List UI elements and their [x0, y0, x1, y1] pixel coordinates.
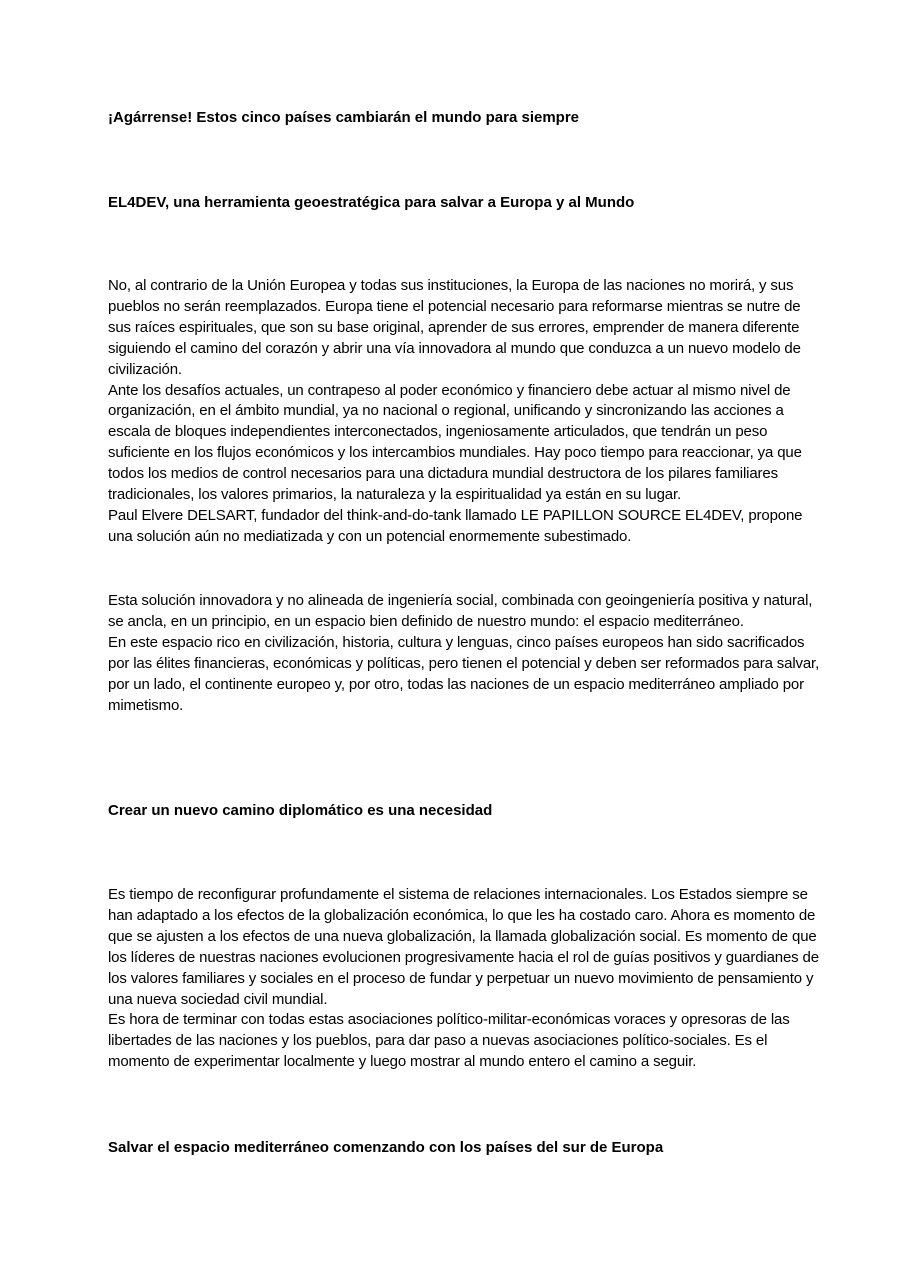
- document-title: ¡Agárrense! Estos cinco países cambiarán el mundo para siempre: [108, 109, 580, 126]
- paragraph: Es hora de terminar con todas estas asociaciones político-militar-económicas voraces y opresoras de las libertades de las naciones y los pueblos, para dar paso a nuevas asociaciones político-sociales. Es el momento de experimentar localmente y luego mostrar al mundo entero el camino a seguir.: [108, 1011, 790, 1071]
- document-subtitle: EL4DEV, una herramienta geoestratégica para salvar a Europa y al Mundo: [108, 194, 635, 211]
- paragraph: Esta solución innovadora y no alineada de ingeniería social, combinada con geoingeniería positiva y natural, se ancla, en un principio, en un espacio bien definido de nuestro mundo: el espacio mediterráneo.: [108, 592, 813, 630]
- paragraph: No, al contrario de la Unión Europea y todas sus instituciones, la Europa de las naciones no morirá, y sus pueblos no serán reemplazados. Europa tiene el potencial necesario para reformarse mientras se nutre de sus raíces espirituales, que son su base original, aprender de sus errores, emprender de manera diferente siguiendo el camino del corazón y abrir una vía innovadora al mundo que conduzca a un nuevo modelo de civilización.: [108, 277, 801, 378]
- diplomacy-section: [108, 885, 820, 1073]
- paragraph: Ante los desafíos actuales, un contrapeso al poder económico y financiero debe actuar al mismo nivel de organización, en el ámbito mundial, ya no nacional o regional, unificando y sincronizando las acciones a escala de bloques independientes interconectados, ingeniosamente articulados, que tendrán un peso suficiente en los flujos económicos y los intercambios mundiales. Hay poco tiempo para reaccionar, ya que todos los medios de control necesarios para una dictadura mundial destructora de los pilares familiares tradicionales, los valores primarios, la naturaleza y la espiritualidad ya están en su lugar.: [108, 381, 802, 504]
- section-heading: Salvar el espacio mediterráneo comenzando con los países del sur de Europa: [108, 1139, 664, 1156]
- paragraph: Paul Elvere DELSART, fundador del think-and-do-tank llamado LE PAPILLON SOURCE EL4DEV, propone una solución aún no mediatizada y con un potencial enormemente subestimado.: [108, 506, 803, 545]
- intro-section: [108, 276, 820, 548]
- paragraph: Es tiempo de reconfigurar profundamente el sistema de relaciones internacionales. Los Estados siempre se han adaptado a los efectos de la globalización económica, lo que les ha costado caro. Ahora es momento de que se ajusten a los efectos de una nueva globalización, la llamada globalización social. Es momento de que los líderes de nuestras naciones evolucionen progresivamente hacia el rol de guías positivos y guardianes de los valores familiares y sociales en el proceso de fundar y perpetuar un nuevo movimiento de pensamiento y una nueva sociedad civil mundial.: [108, 886, 819, 1008]
- paragraph: En este espacio rico en civilización, historia, cultura y lenguas, cinco países europeos han sido sacrificados por las élites financieras, económicas y políticas, pero tienen el potencial y deben ser reformados para salvar, por un lado, el continente europeo y, por otro, todas las naciones de un espacio mediterráneo ampliado por mimetismo.: [108, 633, 820, 714]
- solution-section: [108, 591, 820, 716]
- section-heading: Crear un nuevo camino diplomático es una necesidad: [108, 802, 493, 819]
